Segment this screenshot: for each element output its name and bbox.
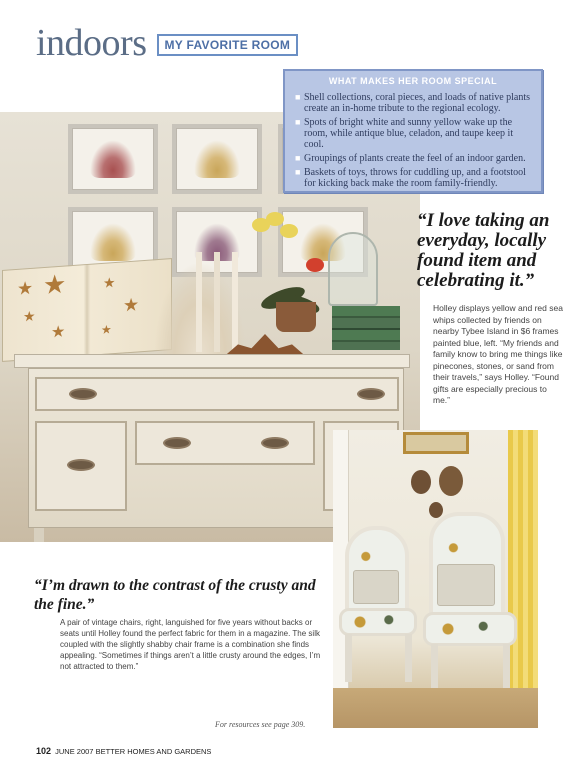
white-coral [190, 252, 250, 352]
bullet-icon: ■ [295, 92, 301, 102]
pull-quote: “I love taking an everyday, locally found item and celebrating it.” [417, 210, 550, 291]
drawer [135, 421, 315, 465]
wall-plaque [411, 470, 431, 494]
resources-note: For resources see page 309. [215, 720, 306, 729]
issue-date: JUNE 2007 [55, 747, 94, 756]
pillow [437, 564, 495, 606]
terracotta-pot [276, 302, 316, 332]
bullet-icon: ■ [295, 167, 301, 177]
bullet-icon: ■ [295, 117, 301, 127]
wall-plaque [429, 502, 443, 518]
page-footer [36, 746, 211, 756]
list-item: ■ Baskets of toys, throws for cuddling up, and a footstool for kicking back make the room family-friendly. [295, 167, 526, 189]
vintage-chairs-photo [333, 430, 538, 728]
section-kicker: MY FAVORITE ROOM [157, 34, 299, 56]
glass-cloche [328, 232, 378, 306]
console-leg [34, 528, 44, 542]
framed-sea-whip [68, 124, 158, 194]
open-starfish-book: ★ ★ ★ ★ ★ ★ ★ [2, 258, 172, 362]
drawer [35, 421, 127, 511]
yellow-gingham-curtain [508, 430, 538, 728]
console-top [14, 354, 410, 368]
pull-quote: “I’m drawn to the contrast of the crusty and the fine.” [34, 577, 316, 613]
list-item: ■ Shell collections, coral pieces, and loads of native plants create an in-home tribute to the regional ecology. [295, 92, 531, 114]
list-item: ■ Groupings of plants create the feel of an indoor garden. [295, 153, 526, 164]
framed-sea-whip [172, 124, 262, 194]
photo-caption: A pair of vintage chairs, right, languished for five years without backs or seats until Holley found the perfect fabric for them in a magazine. The silk coupled with the slightly shabby chair frame is a combination she finds appealing. “Sometimes if things aren’t a little crusty around the edges, I’m not attracted to them.” [60, 618, 321, 671]
sidebar-title: WHAT MAKES HER ROOM SPECIAL [328, 76, 498, 86]
wall-picture-frame [403, 432, 469, 454]
green-book-stack [332, 306, 400, 350]
list-item: ■ Spots of bright white and sunny yellow wake up the room, while antique blue, celadon, and taupe keep it cool. [295, 117, 514, 150]
page-number: 102 [36, 746, 52, 756]
section-title: indoors [36, 22, 147, 64]
pillow [353, 570, 399, 604]
room-highlights-box [283, 69, 543, 193]
photo-caption: Holley displays yellow and red sea whips collected by friends on nearby Tybee Island in $6 frames painted blue, left. “My friends and family know to bring me things like pinecones, stones, or sand from their travels,” says Holley. “Found gifts are especially precious to me.” [433, 303, 563, 405]
drawer [35, 377, 399, 411]
wood-floor [333, 688, 538, 728]
bullet-icon: ■ [295, 153, 301, 163]
sidebar-list [295, 92, 531, 189]
page-header [36, 22, 298, 62]
magazine-name: BETTER HOMES AND GARDENS [95, 747, 212, 756]
wall-plaque [439, 466, 463, 496]
